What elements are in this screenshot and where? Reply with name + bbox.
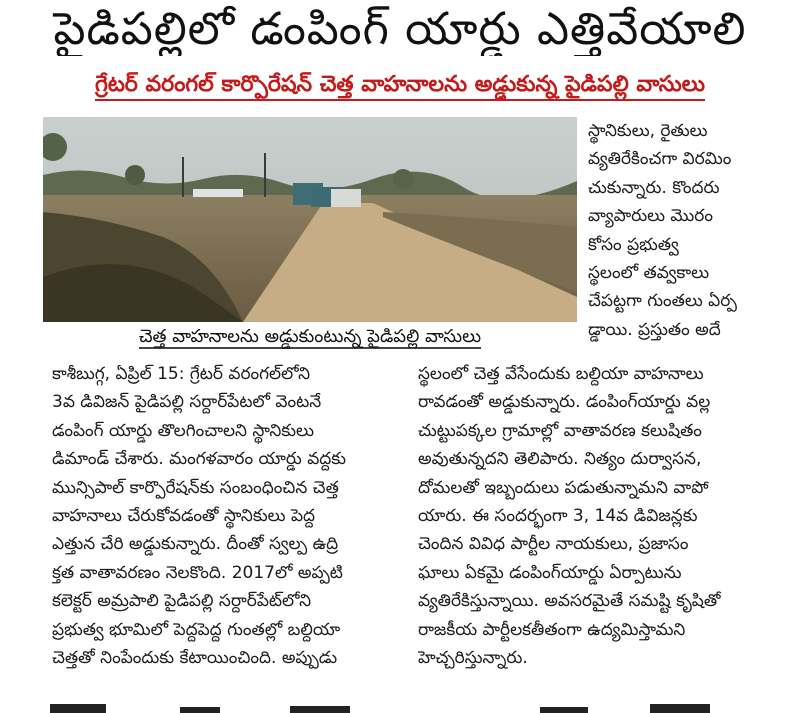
body-line: చుట్టుపక్కల గ్రామాల్లో వాతావరణ కలుషితం bbox=[418, 420, 702, 441]
article-body-upper-right bbox=[588, 117, 784, 344]
body-line: యారు. ఈ సందర్భంగా 3, 14వ డివిజన్లకు bbox=[418, 506, 698, 527]
body-line: 3వ డివిజన్ పైడిపల్లి సర్దార్‌పేటలో వెంటనే bbox=[52, 392, 322, 413]
body-line: మున్సిపాల్ కార్పొరేషన్‌కు సంబంధించిన చెత్త bbox=[52, 477, 339, 498]
body-line: వ్యతిరేకించగా విరమిం bbox=[588, 149, 732, 170]
body-line: ఘాలు ఏకమై డంపింగ్‌యార్డు ఏర్పాటును bbox=[418, 562, 682, 583]
article-body-left bbox=[52, 360, 402, 672]
body-line: ఎత్తున చేరి అడ్డుకున్నారు. దీంతో స్వల్ప ఉద్రి bbox=[52, 534, 339, 555]
body-line: వాహనాలు చేరుకోవడంతో స్థానికులు పెద్ద bbox=[52, 506, 316, 527]
body-line: రాజకీయ పార్టీలకతీతంగా ఉద్యమిస్తామని bbox=[418, 619, 686, 640]
body-line: స్థలంలో చెత్త వేసేందుకు బల్దియా వాహనాలు bbox=[418, 364, 704, 384]
news-photo bbox=[43, 117, 577, 322]
body-line: కలెక్టర్ అమ్రపాలి పైడిపల్లి సర్దార్‌పేట్‌లోని bbox=[52, 591, 312, 612]
body-line: కాశీబుగ్గ, ఏప్రిల్ 15: గ్రేటర్ వరంగల్‌లోని bbox=[52, 364, 311, 384]
body-line: స్థానికులు, రైతులు bbox=[588, 121, 708, 141]
body-line: క్తత వాతావరణం నెలకొంది. 2017లో అప్పటి bbox=[52, 562, 343, 583]
cut-off-next-headline bbox=[40, 698, 780, 713]
photo-illustration bbox=[43, 117, 577, 322]
photo-caption bbox=[43, 322, 577, 352]
body-line: డిమాండ్ చేశారు. మంగళవారం యార్డు వద్దకు bbox=[52, 449, 347, 470]
photo-caption-text: చెత్త వాహనాలను అడ్డుకుంటున్న పైడిపల్లి వాసులు bbox=[138, 326, 482, 347]
headline: పైడిపల్లిలో డంపింగ్ యార్డు ఎత్తివేయాలి bbox=[53, 2, 747, 55]
body-line: చెందిన వివిధ పార్టీల నాయకులు, ప్రజాసం bbox=[418, 534, 689, 555]
body-line: వ్యాపారులు మొరం bbox=[588, 206, 713, 227]
body-line: డంపింగ్ యార్డు తొలగించాలని స్థానికులు bbox=[52, 420, 314, 441]
body-line: కోసం ప్రభుత్వ bbox=[588, 234, 679, 255]
body-line: అవుతున్నదని తెలిపారు. నిత్యం దుర్వాసన, bbox=[418, 449, 702, 470]
body-line: రావడంతో అడ్డుకున్నారు. డంపింగ్‌యార్డు వల్ల bbox=[418, 392, 711, 413]
body-line: డ్డాయి. ప్రస్తుతం అదే bbox=[588, 319, 721, 340]
body-line: వ్యతిరేకిస్తున్నాయి. అవసరమైతే సమష్టి కృషితో bbox=[418, 591, 721, 612]
body-line: స్థలంలో తవ్వకాలు bbox=[588, 263, 710, 284]
body-line: చుకున్నారు. కొందరు bbox=[588, 177, 720, 198]
body-line: ప్రభుత్వ భూమిలో పెద్దపెద్ద గుంతల్లో బల్దియా bbox=[52, 619, 341, 640]
article-body-right bbox=[418, 360, 780, 672]
body-line: చెత్తతో నింపేందుకు కేటాయించింది. అప్పుడు bbox=[52, 648, 338, 669]
body-line: హెచ్చరిస్తున్నారు. bbox=[418, 648, 528, 669]
cut-off-text-fragment bbox=[40, 698, 780, 713]
subheadline bbox=[0, 70, 800, 104]
body-line: దోమలతో ఇబ్బందులు పడుతున్నామని వాపో bbox=[418, 477, 709, 498]
body-line: చేపట్టగా గుంతలు ఏర్ప bbox=[588, 291, 737, 312]
subheadline-text: గ్రేటర్ వరంగల్ కార్పొరేషన్ చెత్త వాహనాలను అడ్డుకున్న పైడిపల్లి వాసులు bbox=[95, 72, 705, 101]
